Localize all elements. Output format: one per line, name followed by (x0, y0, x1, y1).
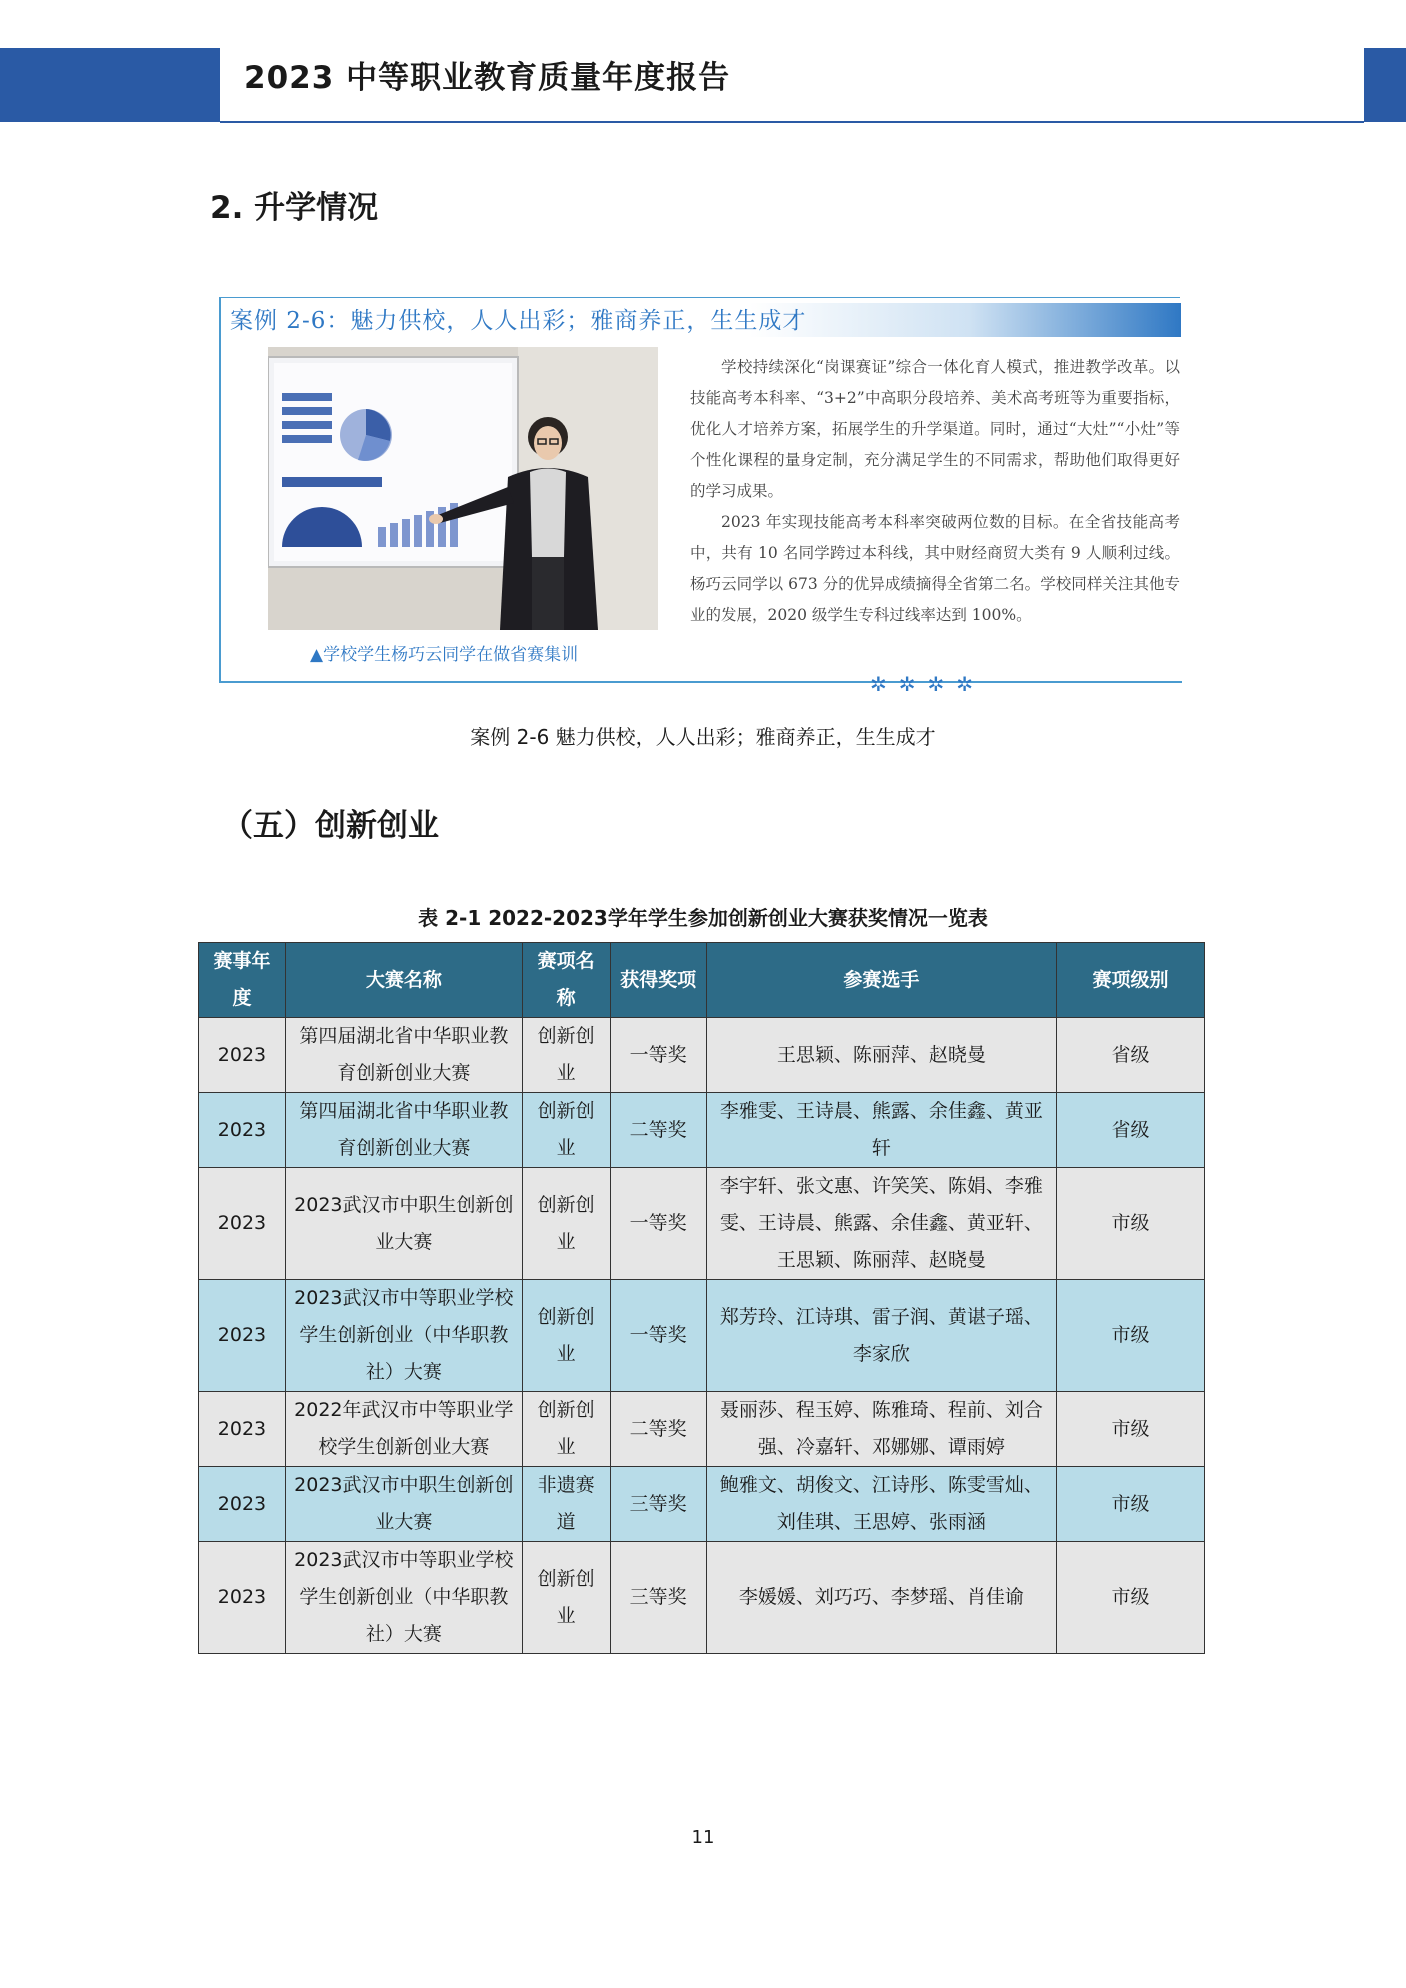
cell-competition: 2023武汉市中等职业学校学生创新创业（中华职教社）大赛 (285, 1542, 522, 1654)
decorative-stars: ✲✲✲✲ (870, 672, 986, 696)
cell-award: 三等奖 (610, 1542, 706, 1654)
cell-item: 创新创业 (522, 1542, 610, 1654)
cell-year: 2023 (199, 1168, 286, 1280)
cell-players: 李雅雯、王诗晨、熊露、余佳鑫、黄亚轩 (706, 1093, 1057, 1168)
cell-item: 非遗赛道 (522, 1467, 610, 1542)
cell-award: 一等奖 (610, 1018, 706, 1093)
cell-award: 一等奖 (610, 1280, 706, 1392)
cell-level: 市级 (1057, 1542, 1205, 1654)
column-header: 赛项级别 (1057, 943, 1205, 1018)
cell-competition: 2023武汉市中职生创新创业大赛 (285, 1467, 522, 1542)
awards-table (198, 942, 1205, 1654)
cell-item: 创新创业 (522, 1093, 610, 1168)
cell-item: 创新创业 (522, 1392, 610, 1467)
header-rule (220, 121, 1364, 123)
column-header: 赛事年度 (199, 943, 286, 1018)
column-header: 大赛名称 (285, 943, 522, 1018)
page-number: 11 (691, 1827, 715, 1848)
cell-level: 市级 (1057, 1467, 1205, 1542)
cell-level: 市级 (1057, 1280, 1205, 1392)
header-bar-right (1364, 48, 1406, 122)
cell-level: 省级 (1057, 1018, 1205, 1093)
cell-competition: 2023武汉市中职生创新创业大赛 (285, 1168, 522, 1280)
cell-players: 王思颖、陈丽萍、赵晓曼 (706, 1018, 1057, 1093)
cell-item: 创新创业 (522, 1280, 610, 1392)
table-row (199, 1280, 1205, 1392)
cell-year: 2023 (199, 1392, 286, 1467)
cell-year: 2023 (199, 1467, 286, 1542)
photo-caption: ▲学校学生杨巧云同学在做省赛集训 (310, 645, 579, 665)
column-header: 获得奖项 (610, 943, 706, 1018)
column-header: 参赛选手 (706, 943, 1057, 1018)
cell-players: 鲍雅文、胡俊文、江诗彤、陈雯雪灿、刘佳琪、王思婷、张雨涵 (706, 1467, 1057, 1542)
cell-players: 李媛媛、刘巧巧、李梦瑶、肖佳谕 (706, 1542, 1057, 1654)
cell-award: 二等奖 (610, 1093, 706, 1168)
table-row (199, 1542, 1205, 1654)
table-caption: 表 2-1 2022-2023学年学生参加创新创业大赛获奖情况一览表 (418, 906, 988, 930)
table-header-row (199, 943, 1205, 1018)
cell-level: 省级 (1057, 1093, 1205, 1168)
cell-year: 2023 (199, 1018, 286, 1093)
case-paragraph: 学校持续深化“岗课赛证”综合一体化育人模式，推进教学改革。以技能高考本科率、“3+2”中高职分段培养、美术高考班等为重要指标，优化人才培养方案，拓展学生的升学渠道。同时，通过“大灶”“小灶”等个性化课程的量身定制，充分满足学生的不同需求，帮助他们取得更好的学习成果。 (690, 358, 1180, 500)
report-title: 2023 中等职业教育质量年度报告 (244, 60, 731, 96)
cell-award: 二等奖 (610, 1392, 706, 1467)
cell-year: 2023 (199, 1542, 286, 1654)
subsection-title: （五）创新创业 (222, 808, 439, 844)
column-header: 赛项名称 (522, 943, 610, 1018)
cell-competition: 第四届湖北省中华职业教育创新创业大赛 (285, 1093, 522, 1168)
cell-year: 2023 (199, 1280, 286, 1392)
cell-award: 三等奖 (610, 1467, 706, 1542)
case-paragraph: 2023 年实现技能高考本科率突破两位数的目标。在全省技能高考中，共有 10 名同学跨过本科线，其中财经商贸大类有 9 人顺利过线。杨巧云同学以 673 分的优异成绩摘得全省第二名。学校同样关注其他专业的发展，2020 级学生专科过线率达到 100%。 (690, 513, 1180, 624)
table-row (199, 1467, 1205, 1542)
section-title: 2. 升学情况 (210, 190, 379, 226)
case-heading: 案例 2-6：魅力供校，人人出彩；雅商养正，生生成才 (230, 308, 807, 334)
cell-level: 市级 (1057, 1168, 1205, 1280)
cell-item: 创新创业 (522, 1168, 610, 1280)
cell-competition: 2022年武汉市中等职业学校学生创新创业大赛 (285, 1392, 522, 1467)
table-row (199, 1018, 1205, 1093)
cell-competition: 第四届湖北省中华职业教育创新创业大赛 (285, 1018, 522, 1093)
cell-award: 一等奖 (610, 1168, 706, 1280)
table-row (199, 1168, 1205, 1280)
cell-level: 市级 (1057, 1392, 1205, 1467)
case-body (690, 352, 1180, 631)
cell-competition: 2023武汉市中等职业学校学生创新创业（中华职教社）大赛 (285, 1280, 522, 1392)
cell-players: 聂丽莎、程玉婷、陈雅琦、程前、刘合强、冷嘉轩、邓娜娜、谭雨婷 (706, 1392, 1057, 1467)
cell-year: 2023 (199, 1093, 286, 1168)
cell-players: 李宇轩、张文惠、许笑笑、陈娟、李雅雯、王诗晨、熊露、余佳鑫、黄亚轩、王思颖、陈丽萍、赵晓曼 (706, 1168, 1057, 1280)
case-caption: 案例 2-6 魅力供校，人人出彩；雅商养正，生生成才 (470, 725, 936, 749)
table-row (199, 1392, 1205, 1467)
case-top-rule (219, 297, 1180, 298)
cell-players: 郑芳玲、江诗琪、雷子润、黄谌子瑶、李家欣 (706, 1280, 1057, 1392)
photo-illustration (268, 347, 658, 630)
header-bar-left (0, 48, 220, 122)
student-presentation-photo (268, 347, 658, 630)
table-row (199, 1093, 1205, 1168)
cell-item: 创新创业 (522, 1018, 610, 1093)
